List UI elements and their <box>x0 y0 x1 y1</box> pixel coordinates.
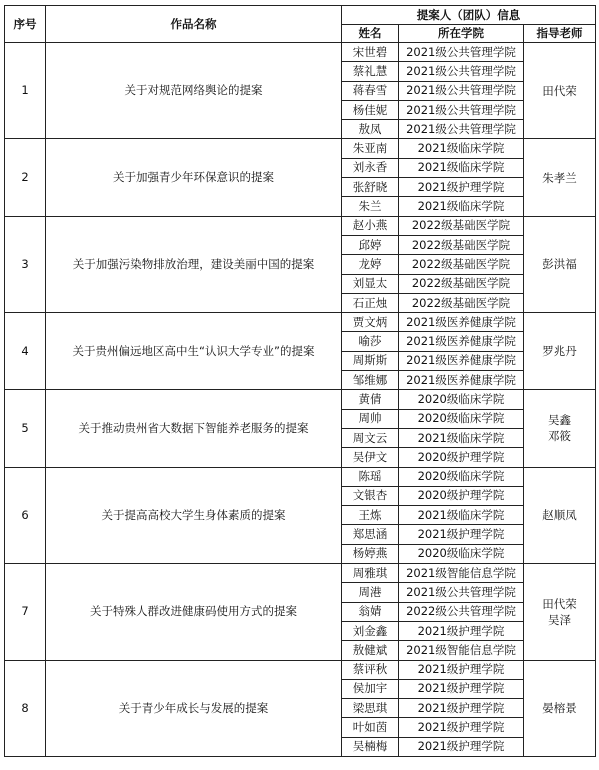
advisor-name: 朱孝兰 <box>542 170 577 185</box>
member-college: 2021级临床学院 <box>399 139 524 158</box>
advisor-name: 吴泽 <box>548 612 571 627</box>
header-row <box>5 6 596 25</box>
member-name: 石正烛 <box>342 293 399 312</box>
proposal-table <box>4 5 596 757</box>
row-number: 6 <box>5 467 46 563</box>
member-college: 2021级公共管理学院 <box>399 81 524 100</box>
member-college: 2021级医养健康学院 <box>399 332 524 351</box>
member-name: 吴楠梅 <box>342 737 399 756</box>
proposal-title: 关于推动贵州省大数据下智能养老服务的提案 <box>46 390 342 467</box>
member-name: 郑思涵 <box>342 525 399 544</box>
member-name: 周斯斯 <box>342 351 399 370</box>
member-name: 文银杏 <box>342 486 399 505</box>
member-college: 2021级公共管理学院 <box>399 120 524 139</box>
proposal-title: 关于加强污染物排放治理，建设美丽中国的提案 <box>46 216 342 312</box>
table-row <box>5 390 596 409</box>
table-row <box>5 139 596 158</box>
member-name: 蔡礼慧 <box>342 62 399 81</box>
member-college: 2021级护理学院 <box>399 621 524 640</box>
member-name: 邹维娜 <box>342 371 399 390</box>
header-team-info: 提案人（团队）信息 <box>342 6 596 25</box>
advisor-name: 晏榕景 <box>542 701 577 716</box>
member-name: 朱兰 <box>342 197 399 216</box>
member-name: 周文云 <box>342 428 399 447</box>
member-college: 2020级临床学院 <box>399 390 524 409</box>
row-number: 8 <box>5 660 46 756</box>
advisor-name: 邓筱 <box>548 429 571 444</box>
advisor-cell <box>524 216 596 312</box>
header-name: 姓名 <box>342 25 399 43</box>
header-college: 所在学院 <box>399 25 524 43</box>
row-number: 1 <box>5 43 46 139</box>
member-college: 2021级医养健康学院 <box>399 313 524 332</box>
member-college: 2022级基础医学院 <box>399 255 524 274</box>
member-name: 宋世碧 <box>342 43 399 62</box>
proposal-title: 关于青少年成长与发展的提案 <box>46 660 342 756</box>
member-college: 2021级公共管理学院 <box>399 583 524 602</box>
member-college: 2020级临床学院 <box>399 409 524 428</box>
advisor-name: 彭洪福 <box>542 257 577 272</box>
member-college: 2020级护理学院 <box>399 486 524 505</box>
row-number: 3 <box>5 216 46 312</box>
member-college: 2022级基础医学院 <box>399 293 524 312</box>
member-name: 叶如茵 <box>342 718 399 737</box>
advisor-cell <box>524 43 596 139</box>
member-name: 黄倩 <box>342 390 399 409</box>
member-college: 2021级公共管理学院 <box>399 62 524 81</box>
advisor-cell <box>524 564 596 660</box>
member-college: 2021级临床学院 <box>399 506 524 525</box>
member-name: 朱亚南 <box>342 139 399 158</box>
member-college: 2021级智能信息学院 <box>399 564 524 583</box>
member-college: 2021级护理学院 <box>399 679 524 698</box>
advisor-name: 罗兆丹 <box>542 344 577 359</box>
table-row <box>5 467 596 486</box>
row-number: 5 <box>5 390 46 467</box>
member-name: 刘显太 <box>342 274 399 293</box>
member-name: 周帅 <box>342 409 399 428</box>
advisor-cell <box>524 313 596 390</box>
member-name: 王炼 <box>342 506 399 525</box>
advisor-cell <box>524 390 596 467</box>
advisor-name: 吴鑫 <box>548 413 571 428</box>
row-number: 7 <box>5 564 46 660</box>
member-college: 2021级临床学院 <box>399 428 524 447</box>
member-name: 龙婷 <box>342 255 399 274</box>
member-name: 喻莎 <box>342 332 399 351</box>
member-college: 2022级基础医学院 <box>399 216 524 235</box>
member-college: 2021级护理学院 <box>399 737 524 756</box>
member-name: 翁婧 <box>342 602 399 621</box>
table-body <box>5 43 596 757</box>
table-row <box>5 313 596 332</box>
table-row <box>5 43 596 62</box>
member-name: 杨佳妮 <box>342 100 399 119</box>
member-name: 刘永香 <box>342 158 399 177</box>
row-number: 2 <box>5 139 46 216</box>
member-name: 梁思琪 <box>342 699 399 718</box>
member-college: 2020级临床学院 <box>399 544 524 563</box>
header-work: 作品名称 <box>46 6 342 43</box>
member-college: 2021级医养健康学院 <box>399 351 524 370</box>
member-college: 2020级护理学院 <box>399 448 524 467</box>
advisor-name: 田代荣 <box>542 83 577 98</box>
advisor-cell <box>524 139 596 216</box>
header-no: 序号 <box>5 6 46 43</box>
proposal-title: 关于特殊人群改进健康码使用方式的提案 <box>46 564 342 660</box>
member-name: 蔡评秋 <box>342 660 399 679</box>
member-name: 陈瑶 <box>342 467 399 486</box>
member-college: 2021级医养健康学院 <box>399 371 524 390</box>
member-college: 2021级护理学院 <box>399 525 524 544</box>
advisor-cell <box>524 467 596 563</box>
member-name: 贾文炳 <box>342 313 399 332</box>
member-name: 敖健斌 <box>342 641 399 660</box>
table-row <box>5 660 596 679</box>
member-college: 2021级护理学院 <box>399 718 524 737</box>
table-row <box>5 564 596 583</box>
member-college: 2021级护理学院 <box>399 699 524 718</box>
member-name: 敖凤 <box>342 120 399 139</box>
row-number: 4 <box>5 313 46 390</box>
advisor-name: 田代荣 <box>542 596 577 611</box>
member-college: 2020级临床学院 <box>399 467 524 486</box>
member-college: 2022级公共管理学院 <box>399 602 524 621</box>
member-name: 赵小燕 <box>342 216 399 235</box>
member-college: 2021级护理学院 <box>399 660 524 679</box>
table-row <box>5 216 596 235</box>
header-teacher: 指导老师 <box>524 25 596 43</box>
member-college: 2021级智能信息学院 <box>399 641 524 660</box>
member-college: 2022级基础医学院 <box>399 235 524 254</box>
proposal-title: 关于加强青少年环保意识的提案 <box>46 139 342 216</box>
member-college: 2022级基础医学院 <box>399 274 524 293</box>
member-name: 张舒晓 <box>342 178 399 197</box>
proposal-title: 关于对规范网络舆论的提案 <box>46 43 342 139</box>
member-name: 周雅琪 <box>342 564 399 583</box>
advisor-name: 赵顺凤 <box>542 508 577 523</box>
member-college: 2021级临床学院 <box>399 197 524 216</box>
member-name: 杨婷燕 <box>342 544 399 563</box>
member-name: 刘金鑫 <box>342 621 399 640</box>
member-name: 吴伊文 <box>342 448 399 467</box>
member-name: 周港 <box>342 583 399 602</box>
advisor-cell <box>524 660 596 756</box>
member-college: 2021级护理学院 <box>399 178 524 197</box>
member-college: 2021级公共管理学院 <box>399 43 524 62</box>
member-college: 2021级公共管理学院 <box>399 100 524 119</box>
member-college: 2021级临床学院 <box>399 158 524 177</box>
proposal-title: 关于提高高校大学生身体素质的提案 <box>46 467 342 563</box>
member-name: 蒋春雪 <box>342 81 399 100</box>
proposal-title: 关于贵州偏远地区高中生“认识大学专业”的提案 <box>46 313 342 390</box>
member-name: 邱婷 <box>342 235 399 254</box>
member-name: 侯加宇 <box>342 679 399 698</box>
